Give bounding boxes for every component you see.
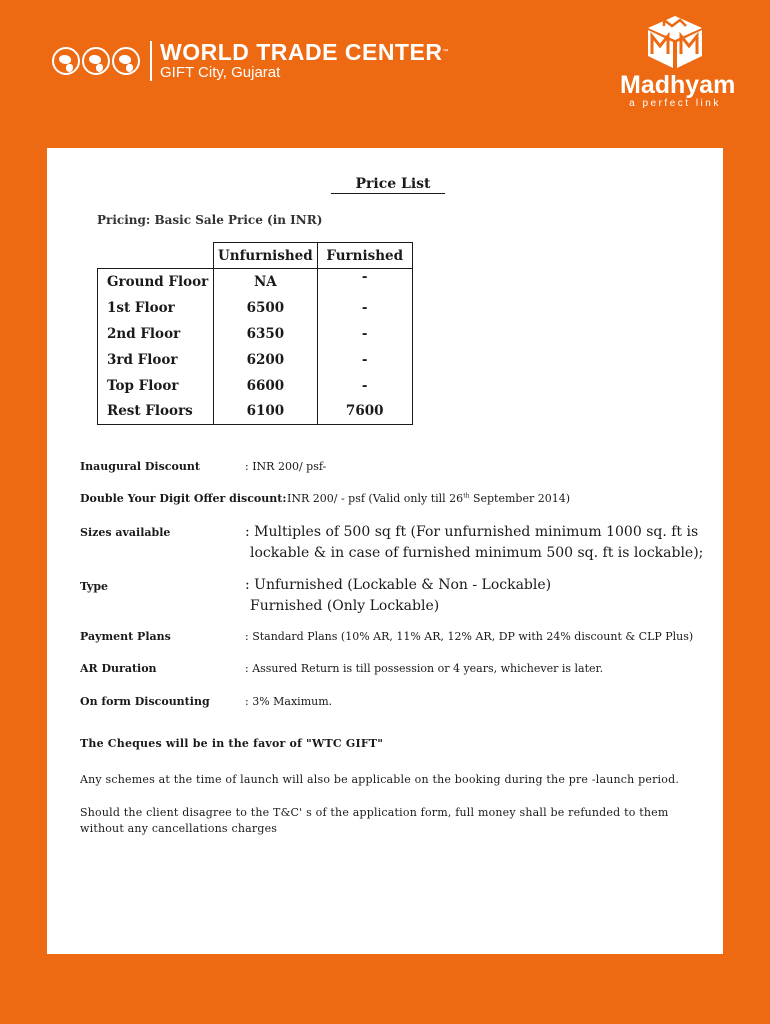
madhyam-name: Madhyam (620, 71, 736, 99)
refund-note: Should the client disagree to the T&C' s of the application form, full money shall be refunded to them without any cancellations charges (80, 806, 669, 835)
furnished-price: - (317, 295, 412, 321)
sizes-value: : Multiples of 500 sq ft (For unfurnished minimum 1000 sq. ft is lockable & in case of furnished minimum 500 sq. ft is lockable); (245, 524, 704, 561)
wtc-title: WORLD TRADE CENTER™ (160, 39, 449, 65)
double-offer-label: Double Your Digit Offer discount: (80, 492, 287, 505)
table-row (98, 373, 413, 399)
globe-icon (82, 47, 110, 75)
floor-label: 1st Floor (98, 295, 214, 321)
cheques-note: The Cheques will be in the favor of "WTC GIFT" (80, 737, 384, 750)
unfurnished-price: 6200 (214, 347, 318, 373)
on-form-discounting-value: : 3% Maximum. (245, 695, 333, 708)
wtc-logo (52, 40, 449, 82)
table-row (98, 321, 413, 347)
on-form-discounting-label: On form Discounting (80, 695, 210, 708)
table-row (98, 347, 413, 373)
madhyam-tagline: a perfect link (629, 98, 721, 109)
price-list-sheet (47, 148, 723, 954)
header-unfurnished: Unfurnished (214, 243, 318, 269)
unfurnished-price: 6500 (214, 295, 318, 321)
globe-icons (52, 47, 140, 75)
type-label: Type (80, 580, 109, 593)
type-value: : Unfurnished (Lockable & Non - Lockable) Furnished (Only Lockable) (245, 577, 552, 614)
table-row (98, 399, 413, 425)
floor-label: Top Floor (98, 373, 214, 399)
unfurnished-price: 6350 (214, 321, 318, 347)
payment-plans-label: Payment Plans (80, 630, 171, 643)
furnished-price: - (317, 347, 412, 373)
payment-plans-value: : Standard Plans (10% AR, 11% AR, 12% AR, DP with 24% discount & CLP Plus) (245, 630, 694, 643)
page-title: Price List (331, 175, 445, 194)
ar-duration-label: AR Duration (80, 662, 157, 675)
furnished-price: 7600 (317, 399, 412, 425)
unfurnished-price: 6600 (214, 373, 318, 399)
header-furnished: Furnished (317, 243, 412, 269)
price-table (97, 242, 413, 425)
unfurnished-price: 6100 (214, 399, 318, 425)
floor-label: Ground Floor (98, 269, 214, 295)
furnished-price: - (317, 373, 412, 399)
madhyam-cube-icon (644, 14, 706, 70)
floor-label: Rest Floors (98, 399, 214, 425)
unfurnished-price: NA (214, 269, 318, 295)
floor-label: 3rd Floor (98, 347, 214, 373)
furnished-price: - (317, 321, 412, 347)
furnished-price: - (317, 269, 412, 295)
double-offer-value: INR 200/ - psf (Valid only till 26th September 2014) (287, 492, 571, 505)
inaugural-discount-label: Inaugural Discount (80, 460, 200, 473)
table-row (98, 295, 413, 321)
wtc-subtitle: GIFT City, Gujarat (160, 64, 281, 81)
schemes-note: Any schemes at the time of launch will also be applicable on the booking during the pre -launch period. (80, 773, 680, 786)
sizes-label: Sizes available (80, 526, 171, 539)
floor-label: 2nd Floor (98, 321, 214, 347)
globe-icon (112, 47, 140, 75)
madhyam-logo (620, 14, 736, 110)
pricing-label: Pricing: Basic Sale Price (in INR) (97, 213, 323, 227)
inaugural-discount-value: : INR 200/ psf- (245, 460, 327, 473)
table-row (98, 269, 413, 295)
ar-duration-value: : Assured Return is till possession or 4 years, whichever is later. (245, 662, 604, 675)
globe-icon (52, 47, 80, 75)
logo-divider (150, 41, 152, 81)
